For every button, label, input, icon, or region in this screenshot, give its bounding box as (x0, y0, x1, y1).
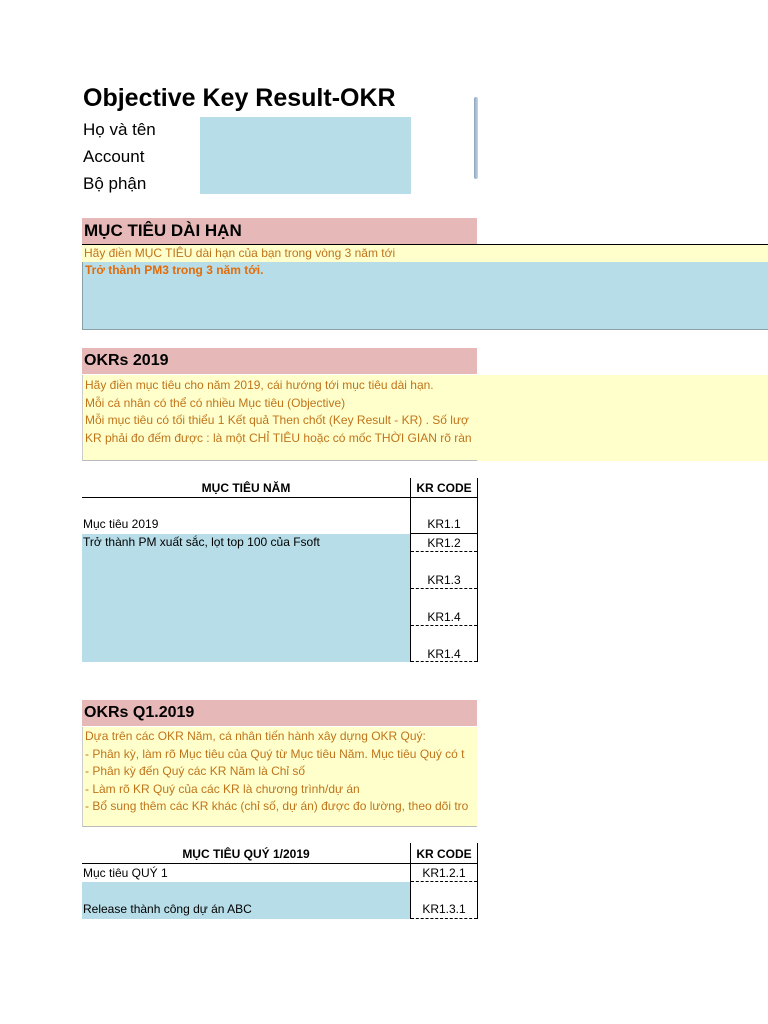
quarter-objective-input[interactable] (82, 882, 410, 919)
year-table-divider (410, 478, 411, 662)
quarter-table-col-code: KR CODE (416, 847, 472, 861)
year-kr-code-2: KR1.2 (427, 536, 461, 550)
year-kr-line-5 (411, 661, 477, 662)
long-term-heading-text: MỤC TIÊU DÀI HẠN (84, 221, 242, 240)
label-department: Bộ phận (83, 174, 147, 193)
okrs-2019-hint-3: Mỗi mục tiêu có tối thiểu 1 Kết quả Then chốt (Key Result - KR) . Số lượ (85, 413, 469, 427)
year-table-right-border (477, 478, 478, 662)
page-title: Objective Key Result-OKR (83, 84, 396, 112)
okrs-q1-hint-2: - Phân kỳ, làm rõ Mục tiêu của Quý từ Mục tiêu Năm. Mục tiêu Quý có t (85, 746, 465, 761)
quarter-table-col-objective (82, 847, 410, 861)
quarter-objective-value: Release thành công dự án ABC (83, 902, 252, 916)
long-term-hint-row (82, 245, 768, 262)
year-kr-code-3: KR1.3 (427, 573, 461, 587)
year-objective-label: Mục tiêu 2019 (83, 517, 159, 531)
okrs-q1-heading: OKRs Q1.2019 (82, 700, 477, 726)
personal-info-input-area[interactable] (200, 117, 411, 194)
okrs-q1-hint-4: - Làm rõ KR Quý của các KR là chương trình/dự án (85, 781, 360, 796)
hint-overflow-area (477, 375, 768, 461)
long-term-heading (82, 218, 477, 244)
year-table-col-objective: MỤC TIÊU NĂM (201, 481, 291, 495)
year-table-col-code: KR CODE (416, 481, 472, 495)
year-kr-line-3 (411, 588, 477, 589)
okrs-q1-hint-1: Dựa trên các OKR Năm, cá nhân tiến hành xây dựng OKR Quý: (85, 729, 426, 743)
quarter-kr-line-2 (411, 918, 477, 919)
okrs-2019-heading: OKRs 2019 (82, 348, 477, 374)
long-term-hint: Hãy điền MỤC TIÊU dài hạn của bạn trong vòng 3 năm tới (84, 246, 396, 260)
year-kr-code-5: KR1.4 (427, 647, 461, 661)
quarter-objective-label: Mục tiêu QUÝ 1 (83, 866, 168, 880)
quarter-table-right-border (477, 843, 478, 919)
okrs-q1-hint-3: - Phân kỳ đến Quý các KR Năm là Chỉ số (85, 764, 306, 778)
label-account: Account (83, 147, 145, 166)
okrs-2019-hint-1: Hãy điền mục tiêu cho năm 2019, cái hướng tới mục tiêu dài hạn. (85, 378, 434, 392)
q1-hint-overflow-area (477, 727, 768, 827)
quarter-table-header-line (82, 863, 477, 864)
long-term-input[interactable] (82, 262, 768, 330)
okrs-2019-hint-4: KR phải đo đếm được : là một CHỈ TIÊU hoặc có mốc THỜI GIAN rõ ràn (85, 430, 472, 445)
quarter-kr-code-2: KR1.3.1 (422, 902, 466, 916)
year-table-header-line (82, 497, 477, 498)
year-kr-line-1 (411, 533, 477, 534)
year-kr-code-4: KR1.4 (427, 610, 461, 624)
quarter-kr-code-1: KR1.2.1 (422, 866, 466, 880)
year-kr-code-1: KR1.1 (427, 517, 461, 531)
long-term-value: Trở thành PM3 trong 3 năm tới. (85, 263, 264, 277)
year-kr-line-4 (411, 625, 477, 626)
label-full-name: Họ và tên (83, 120, 156, 139)
year-objective-value: Trở thành PM xuất sắc, lọt top 100 của Fsoft (83, 535, 320, 549)
quarter-table-col-objective-text: MỤC TIÊU QUÝ 1/2019 (182, 847, 310, 861)
year-objective-input[interactable] (82, 534, 410, 662)
embedded-object-edge (474, 97, 478, 179)
year-kr-line-2 (411, 551, 477, 552)
quarter-kr-line-1 (411, 881, 477, 882)
okrs-q1-hint-5: - Bổ sung thêm các KR khác (chỉ số, dự án) được đo lường, theo dõi tro (85, 799, 469, 813)
okrs-2019-hint-2: Mỗi cá nhân có thể có nhiều Mục tiêu (Objective) (85, 395, 346, 410)
